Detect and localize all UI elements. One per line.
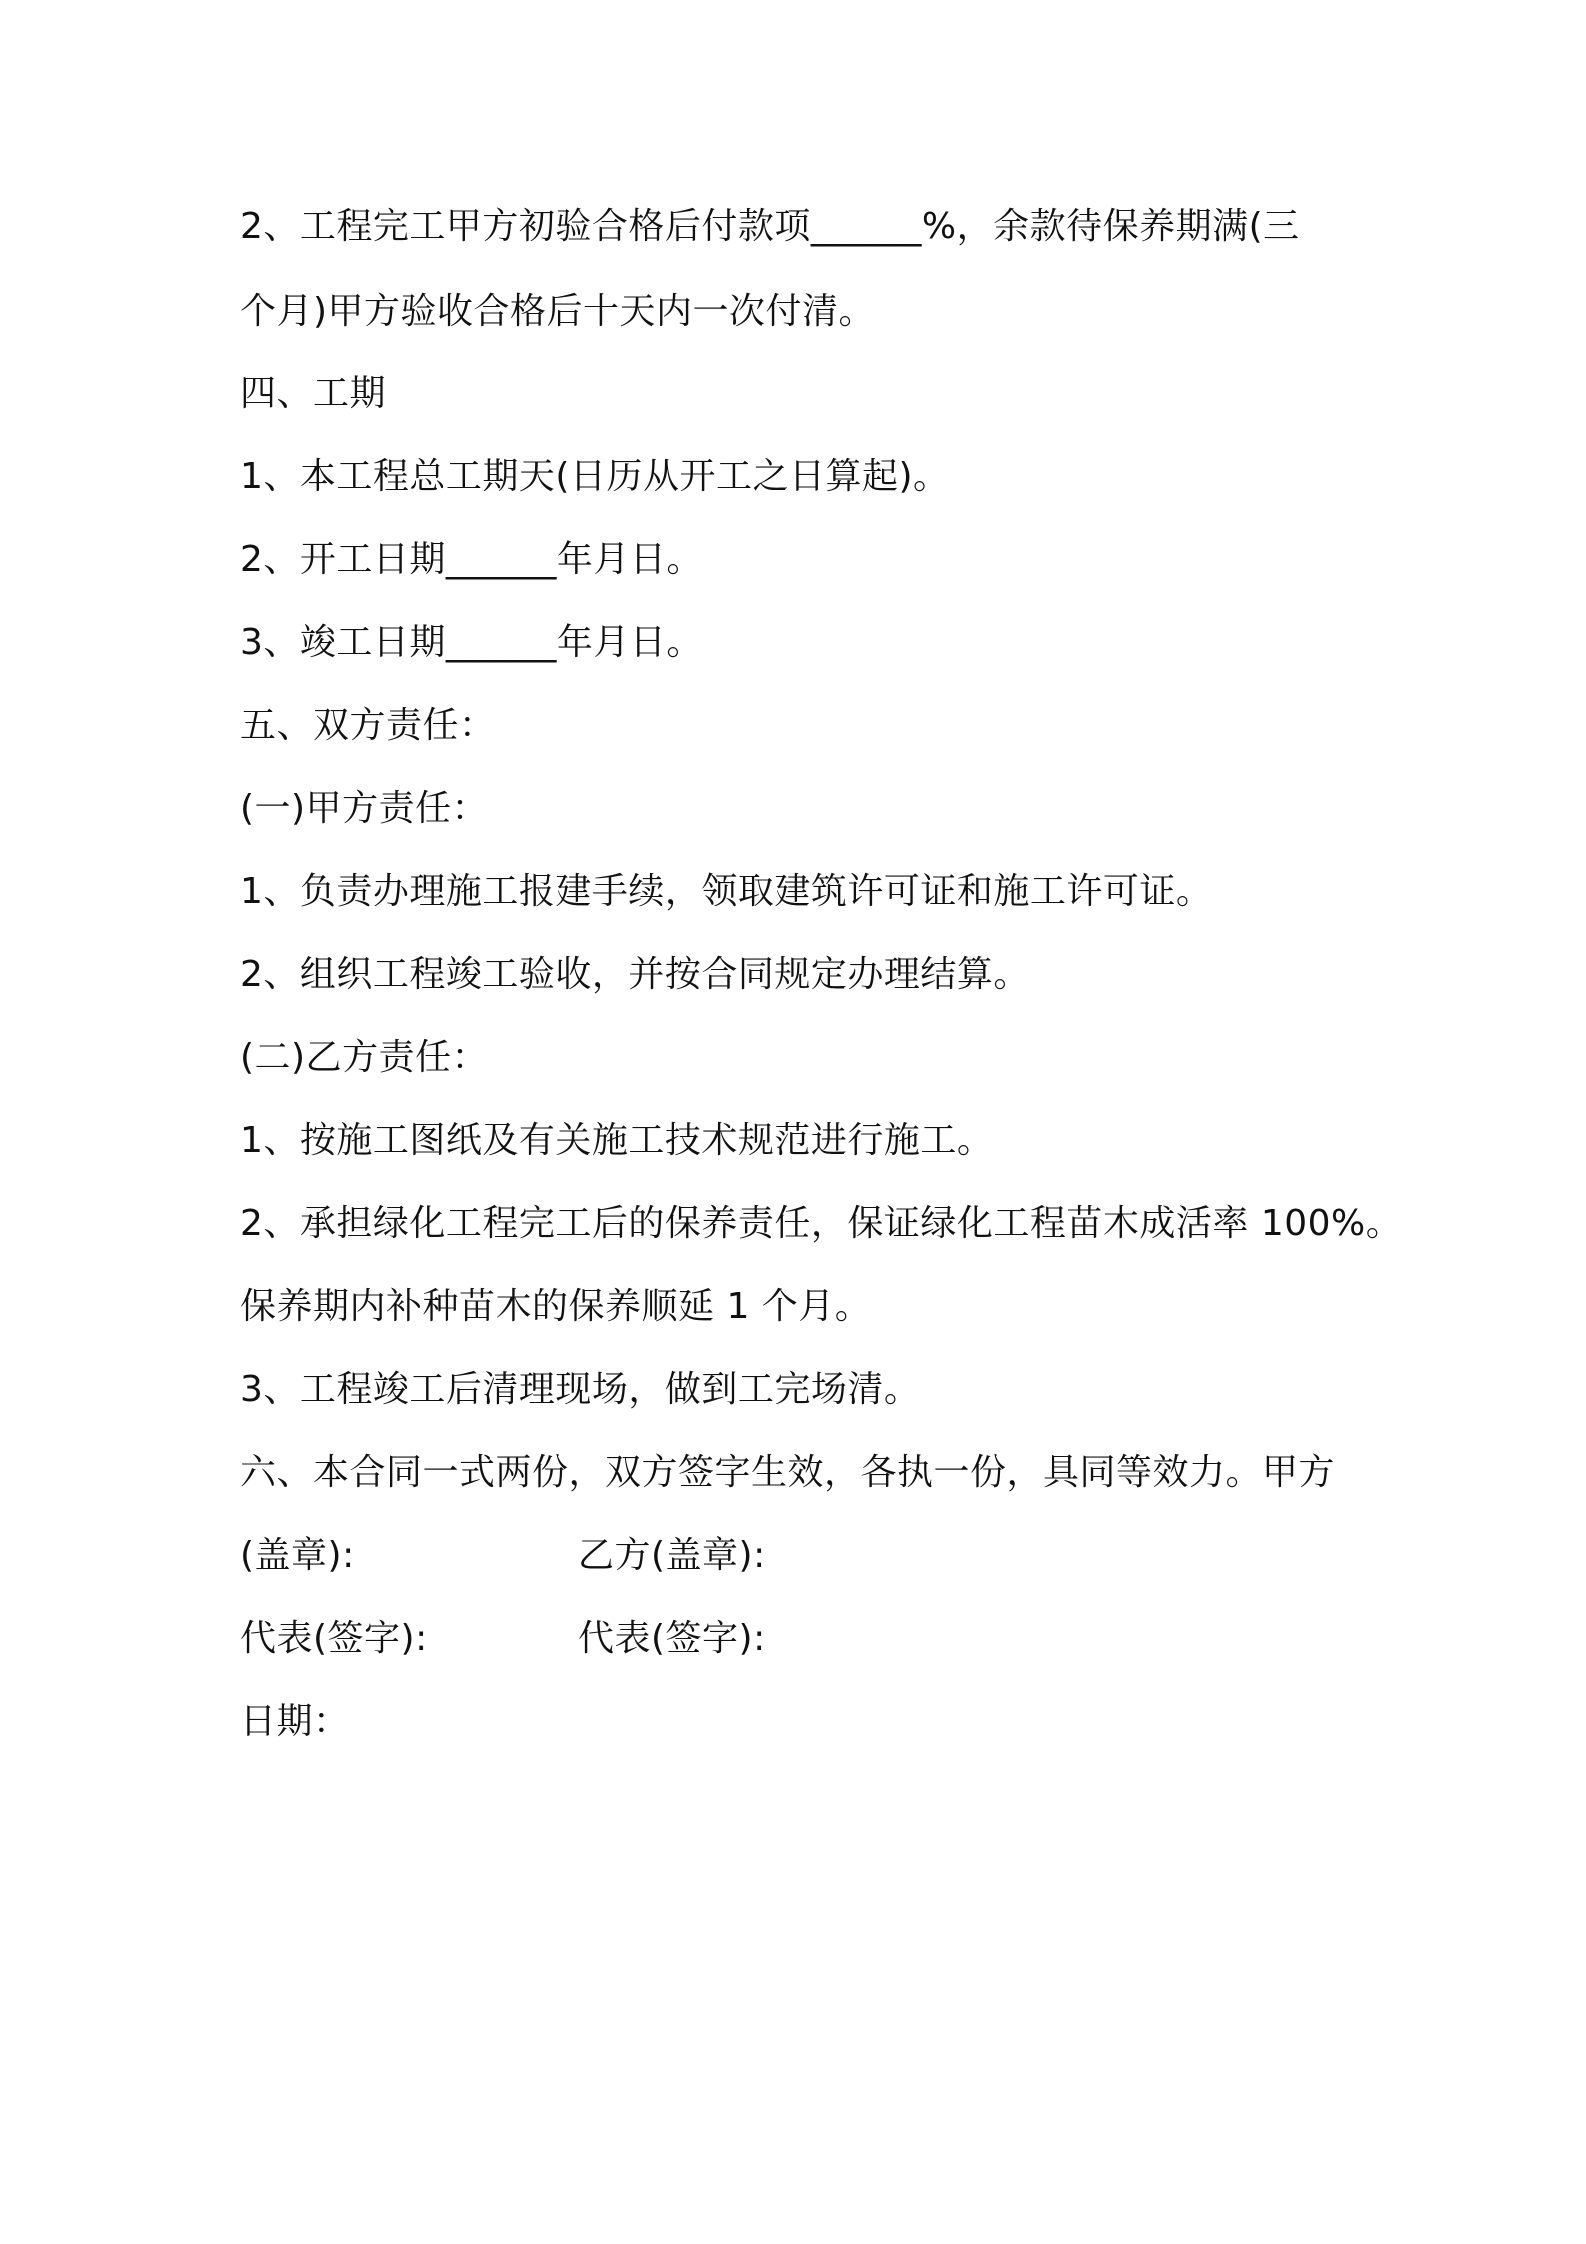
text-line: 2、工程完工甲方初验合格后付款项______%，余款待保养期满(三	[240, 206, 1300, 247]
text-line: 保养期内补种苗木的保养顺延 1 个月。	[240, 1286, 872, 1327]
party-a-seal-label: (盖章):	[240, 1535, 355, 1576]
section-heading: 五、双方责任：	[240, 705, 496, 746]
text-line: 2、组织工程竣工验收，并按合同规定办理结算。	[240, 954, 1030, 995]
party-a-representative-label: 代表(签字):	[240, 1618, 428, 1659]
date-label: 日期：	[240, 1701, 350, 1742]
subsection-heading: (二)乙方责任：	[240, 1037, 489, 1078]
text-line: 3、工程竣工后清理现场，做到工完场清。	[240, 1369, 921, 1410]
text-line: 1、本工程总工期天(日历从开工之日算起)。	[240, 456, 950, 497]
text-line: 3、竣工日期______年月日。	[240, 622, 703, 663]
text-line: 1、负责办理施工报建手续，领取建筑许可证和施工许可证。	[240, 871, 1213, 912]
section-heading: 四、工期	[240, 373, 387, 414]
text-line: 1、按施工图纸及有关施工技术规范进行施工。	[240, 1120, 994, 1161]
subsection-heading: (一)甲方责任：	[240, 788, 489, 829]
text-line: 个月)甲方验收合格后十天内一次付清。	[240, 291, 876, 332]
text-line: 2、承担绿化工程完工后的保养责任，保证绿化工程苗木成活率 100%。	[240, 1203, 1403, 1244]
signature-row-representative	[240, 1617, 1040, 1661]
text-line: 2、开工日期______年月日。	[240, 539, 703, 580]
signature-row-seal	[240, 1534, 1040, 1578]
party-b-seal-label: 乙方(盖章):	[578, 1535, 766, 1576]
text-line: 六、本合同一式两份，双方签字生效，各执一份，具同等效力。甲方	[240, 1452, 1336, 1493]
party-b-representative-label: 代表(签字):	[578, 1618, 766, 1659]
